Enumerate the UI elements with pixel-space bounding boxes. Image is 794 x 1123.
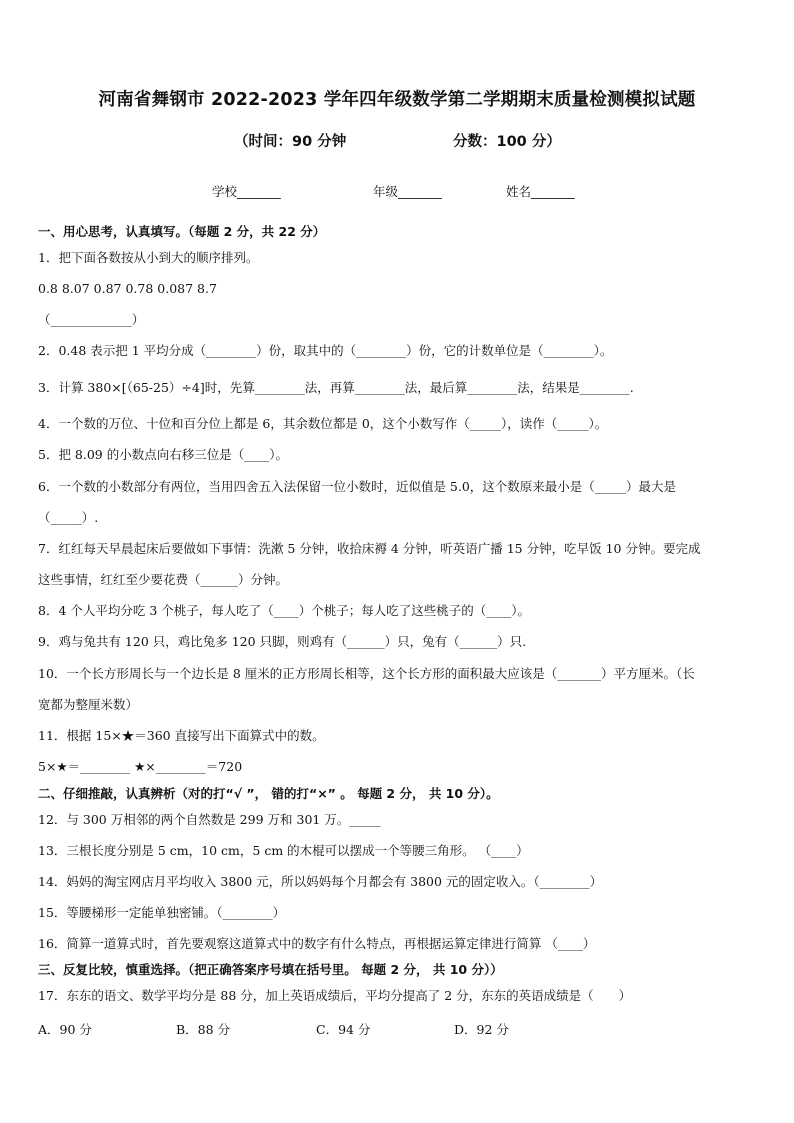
question-9: 9．鸡与兔共有 120 只，鸡比兔多 120 只脚，则鸡有（______）只，兔有（______）只. — [38, 634, 527, 649]
option-b[interactable]: B．88 分 — [176, 1022, 231, 1037]
question-7-line-2: 这些事情，红红至少要花费（______）分钟。 — [38, 572, 289, 587]
time-label: （时间：90 分钟 — [234, 134, 347, 150]
question-3: 3．计算 380×[（65-25）÷4]时，先算________法，再算________法，最后算________法，结果是________. — [38, 380, 634, 395]
question-1-answer-blank[interactable]: （_____________） — [38, 312, 145, 327]
section-2-heading: 二、仔细推敲，认真辨析（对的打“√ ”， 错的打“×” 。 每题 2 分， 共 10 分）。 — [38, 786, 499, 801]
option-c[interactable]: C．94 分 — [316, 1022, 371, 1037]
option-d[interactable]: D．92 分 — [454, 1022, 509, 1037]
question-5: 5．把 8.09 的小数点向右移三位是（____）。 — [38, 447, 288, 462]
question-1: 1．把下面各数按从小到大的顺序排列。 — [38, 250, 259, 265]
option-a[interactable]: A．90 分 — [38, 1022, 92, 1037]
question-11-formula: 5×★＝________ ★×________＝720 — [38, 759, 243, 774]
question-17: 17．东东的语文、数学平均分是 88 分，加上英语成绩后，平均分提高了 2 分，东东的英语成绩是（ ） — [38, 988, 632, 1003]
question-13: 13．三根长度分别是 5 cm，10 cm，5 cm 的木棍可以摆成一个等腰三角形。 （____） — [38, 843, 529, 858]
question-16: 16．简算一道算式时，首先要观察这道算式中的数字有什么特点，再根据运算定律进行简算 （____） — [38, 936, 596, 951]
question-12: 12．与 300 万相邻的两个自然数是 299 万和 301 万。_____ — [38, 812, 381, 827]
page-title: 河南省舞钢市 2022-2023 学年四年级数学第二学期期末质量检测模拟试题 — [98, 90, 696, 110]
question-6-line-1: 6．一个数的小数部分有两位，当用四舍五入法保留一位小数时，近似值是 5.0，这个数原来最小是（_____）最大是 — [38, 479, 677, 494]
question-15: 15．等腰梯形一定能单独密铺。（________） — [38, 905, 286, 920]
section-3-heading: 三、反复比较，慎重选择。（把正确答案序号填在括号里。 每题 2 分， 共 10 分）） — [38, 962, 503, 977]
section-1-heading: 一、用心思考，认真填写。（每题 2 分，共 22 分） — [38, 224, 326, 239]
question-2: 2．0.48 表示把 1 平均分成（________）份，取其中的（________）份，它的计数单位是（________）。 — [38, 343, 613, 358]
question-1-numbers: 0.8 8.07 0.87 0.78 0.087 8.7 — [38, 281, 217, 296]
score-label: 分数：100 分） — [453, 134, 561, 150]
name-field[interactable]: 姓名_______ — [506, 184, 575, 199]
question-14: 14．妈妈的淘宝网店月平均收入 3800 元，所以妈妈每个月都会有 3800 元的固定收入。（________） — [38, 874, 603, 889]
question-6-line-2: （_____）. — [38, 510, 99, 525]
question-4: 4．一个数的万位、十位和百分位上都是 6，其余数位都是 0，这个小数写作（_____），读作（_____）。 — [38, 416, 608, 431]
school-field[interactable]: 学校_______ — [212, 184, 281, 199]
question-10-line-2: 宽都为整厘米数） — [38, 697, 139, 712]
question-11: 11．根据 15×★＝360 直接写出下面算式中的数。 — [38, 728, 325, 743]
question-7-line-1: 7．红红每天早晨起床后要做如下事情：洗漱 5 分钟，收拾床褥 4 分钟，听英语广播 15 分钟，吃早饭 10 分钟。要完成 — [38, 541, 701, 556]
question-8: 8．4 个人平均分吃 3 个桃子，每人吃了（____）个桃子；每人吃了这些桃子的（____）。 — [38, 603, 531, 618]
question-10-line-1: 10．一个长方形周长与一个边长是 8 厘米的正方形周长相等，这个长方形的面积最大应该是（_______）平方厘米。（长 — [38, 666, 695, 681]
grade-field[interactable]: 年级_______ — [373, 184, 442, 199]
